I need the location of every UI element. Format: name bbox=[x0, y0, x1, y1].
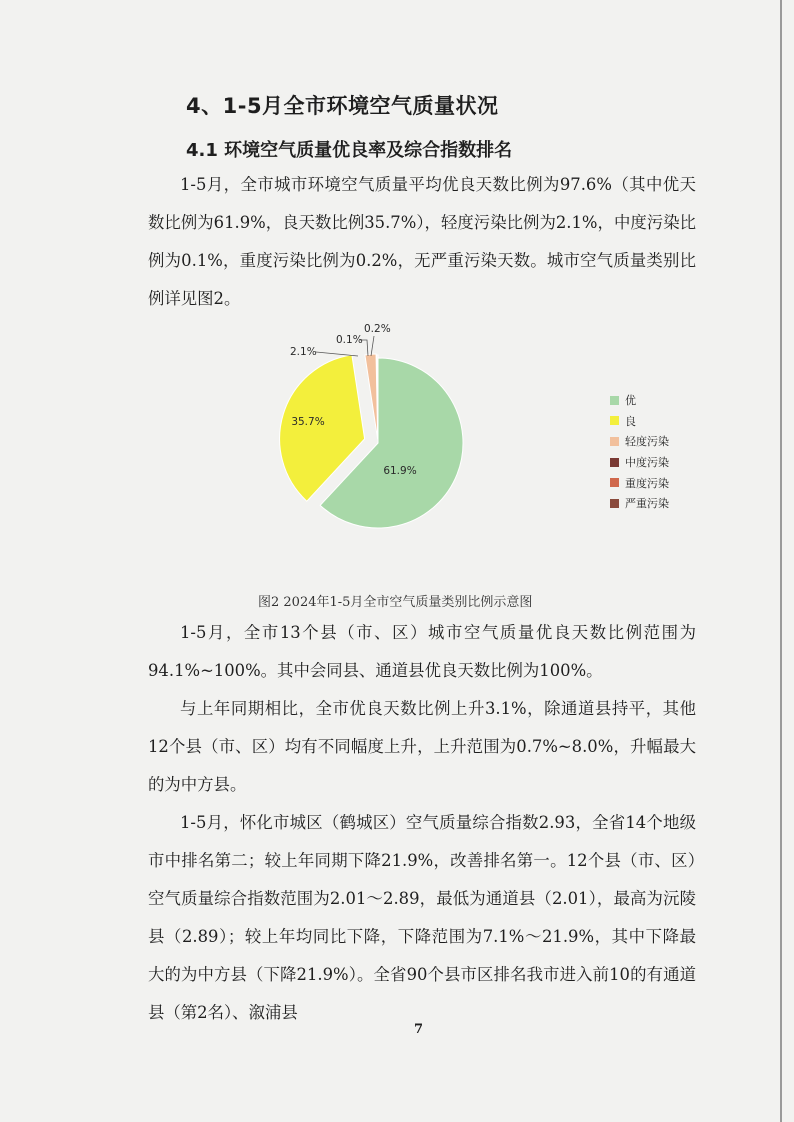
label-leader-5 bbox=[371, 336, 374, 356]
legend-item bbox=[610, 411, 669, 432]
legend-item bbox=[610, 390, 669, 411]
legend-swatch bbox=[610, 416, 619, 425]
legend-label: 良 bbox=[625, 414, 636, 428]
pie-slice-3 bbox=[365, 354, 378, 439]
label-leader-3 bbox=[316, 352, 358, 356]
figure-caption: 图2 2024年1-5月全市空气质量类别比例示意图 bbox=[258, 595, 533, 610]
paragraph-4: 1-5月，怀化市城区（鹤城区）空气质量综合指数2.93，全省14个地级市中排名第二；较上年同期下降21.9%，改善排名第一。12个县（市、区）空气质量综合指数范围为2.01～2.89，最低为通道县（2.01），最高为沅陵县（2.89）；较上年均同比下降，下降范围为7.1%～21.9%，其中下降最大的为中方县（下降21.9%）。全省90个县市区排名我市进入前10的有通道县（第2名）、溆浦县 bbox=[148, 813, 696, 1022]
paragraph-3: 与上年同期相比，全市优良天数比例上升3.1%，除通道县持平，其他12个县（市、区）均有不同幅度上升，上升范围为0.7%~8.0%，升幅最大的为中方县。 bbox=[148, 699, 696, 794]
page-edge bbox=[780, 0, 782, 1122]
pie-chart bbox=[250, 318, 710, 578]
legend-item bbox=[610, 431, 669, 452]
paragraph-1: 1-5月，全市城市环境空气质量平均优良天数比例为97.6%（其中优天数比例为61.9%，良天数比例35.7%），轻度污染比例为2.1%，中度污染比例为0.1%，重度污染比例为0.2%，无严重污染天数。城市空气质量类别比例详见图2。 bbox=[148, 175, 696, 308]
data-label-2: 35.7% bbox=[291, 416, 325, 428]
legend-item bbox=[610, 493, 669, 514]
data-label-1: 61.9% bbox=[383, 465, 417, 477]
legend-label: 中度污染 bbox=[625, 456, 669, 470]
legend-label: 严重污染 bbox=[625, 497, 669, 511]
legend-label: 重度污染 bbox=[625, 476, 669, 490]
subsection-heading: 4.1 环境空气质量优良率及综合指数排名 bbox=[186, 140, 513, 161]
legend-swatch bbox=[610, 478, 619, 487]
legend-item bbox=[610, 452, 669, 473]
page-number: 7 bbox=[414, 1022, 424, 1037]
paragraph-2: 1-5月，全市13个县（市、区）城市空气质量优良天数比例范围为94.1%~100%。其中会同县、通道县优良天数比例为100%。 bbox=[148, 623, 696, 680]
legend-swatch bbox=[610, 396, 619, 405]
legend-label: 轻度污染 bbox=[625, 435, 669, 449]
data-label-5: 0.2% bbox=[364, 323, 391, 335]
legend-item bbox=[610, 472, 669, 493]
legend-label: 优 bbox=[625, 394, 636, 408]
data-label-4: 0.1% bbox=[336, 334, 363, 346]
legend-swatch bbox=[610, 437, 619, 446]
legend-swatch bbox=[610, 499, 619, 508]
section-heading: 4、1-5月全市环境空气质量状况 bbox=[186, 94, 499, 118]
data-label-3: 2.1% bbox=[290, 346, 317, 358]
chart-legend bbox=[610, 390, 669, 514]
legend-swatch bbox=[610, 458, 619, 467]
